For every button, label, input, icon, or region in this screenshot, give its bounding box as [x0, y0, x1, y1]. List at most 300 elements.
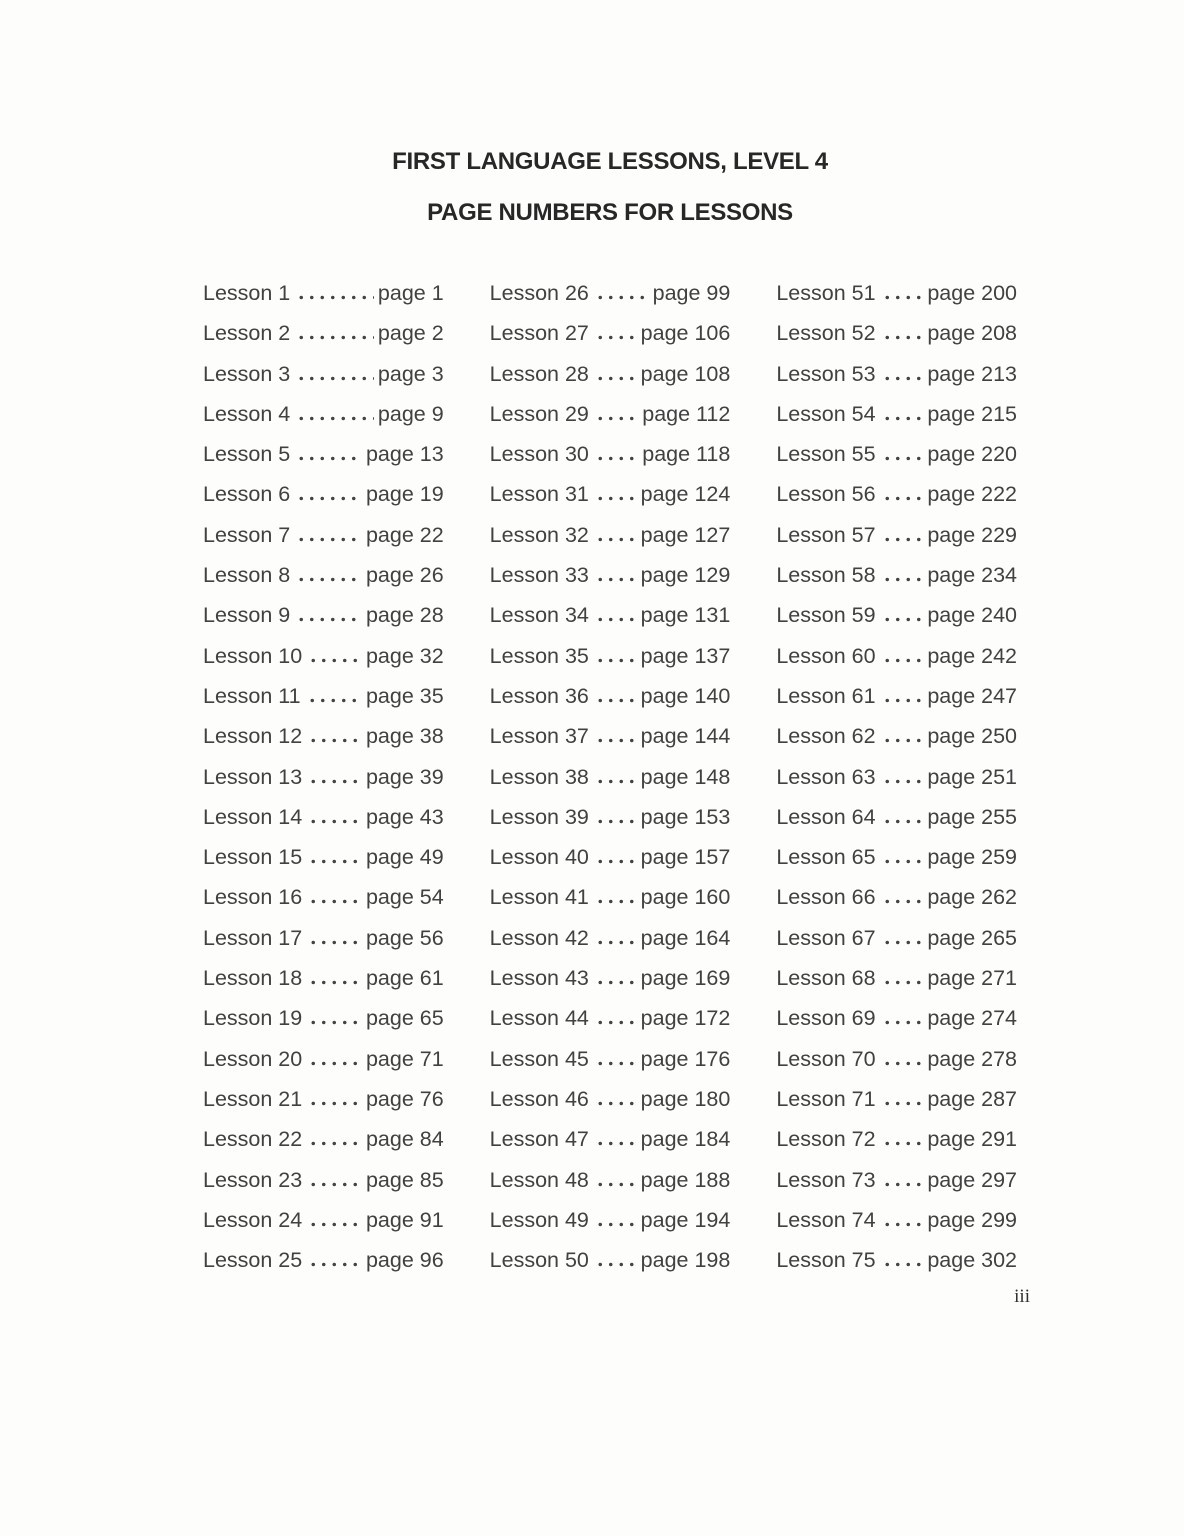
lesson-label: Lesson 8 — [203, 563, 291, 588]
page-label: page 184 — [640, 1127, 731, 1152]
page-label: page 28 — [365, 603, 444, 628]
dot-leader — [595, 940, 637, 945]
page-label: page 140 — [640, 683, 731, 708]
lesson-label: Lesson 4 — [203, 401, 291, 426]
page-label: page 180 — [640, 1086, 731, 1111]
toc-entry — [490, 563, 731, 603]
toc-entry — [203, 765, 444, 805]
lesson-label: Lesson 44 — [489, 1006, 589, 1031]
page-label: page 91 — [365, 1207, 444, 1232]
lesson-label: Lesson 38 — [489, 764, 589, 789]
toc-entry — [203, 362, 444, 402]
page-label: page 278 — [927, 1046, 1018, 1071]
toc-entry — [203, 724, 444, 764]
dot-leader — [882, 1061, 924, 1066]
page-label: page 250 — [927, 724, 1018, 749]
lesson-label: Lesson 70 — [776, 1046, 876, 1071]
toc-entry — [776, 523, 1017, 563]
toc-entry — [490, 442, 731, 482]
page-label: page 131 — [640, 603, 731, 628]
toc-entry — [490, 684, 731, 724]
page-label: page 61 — [365, 966, 444, 991]
page-label: page 22 — [365, 522, 444, 547]
toc-entry — [776, 442, 1017, 482]
dot-leader — [882, 779, 924, 784]
lesson-label: Lesson 67 — [776, 925, 876, 950]
lesson-label: Lesson 63 — [776, 764, 876, 789]
toc-entry — [490, 1168, 731, 1208]
dot-leader — [308, 899, 362, 904]
dot-leader — [595, 537, 637, 542]
toc-entry — [203, 321, 444, 361]
page-label: page 259 — [927, 845, 1018, 870]
dot-leader — [882, 1182, 924, 1187]
toc-entry — [776, 845, 1017, 885]
page-label: page 220 — [927, 442, 1018, 467]
dot-leader — [882, 335, 924, 340]
dot-leader — [595, 416, 638, 421]
lesson-label: Lesson 74 — [776, 1207, 876, 1232]
toc-entry — [490, 321, 731, 361]
page-label: page 127 — [640, 522, 731, 547]
lesson-label: Lesson 42 — [489, 925, 589, 950]
toc-entry — [776, 644, 1017, 684]
dot-leader — [307, 698, 362, 703]
dot-leader — [882, 376, 924, 381]
toc-entry — [203, 1248, 444, 1288]
toc-entry — [203, 1047, 444, 1087]
page-label: page 54 — [365, 885, 444, 910]
page-label: page 200 — [927, 281, 1018, 305]
toc-entry — [203, 563, 444, 603]
lesson-label: Lesson 61 — [776, 683, 876, 708]
lesson-label: Lesson 66 — [776, 885, 876, 910]
dot-leader — [595, 1101, 637, 1106]
toc-entry — [776, 765, 1017, 805]
dot-leader — [595, 779, 637, 784]
toc-entry — [490, 966, 731, 1006]
toc-entry — [776, 563, 1017, 603]
page-label: page 96 — [365, 1248, 444, 1273]
page-label: page 35 — [365, 683, 444, 708]
toc-entry — [776, 482, 1017, 522]
dot-leader — [595, 859, 637, 864]
lesson-label: Lesson 45 — [489, 1046, 589, 1071]
lesson-label: Lesson 5 — [203, 442, 291, 467]
lesson-label: Lesson 47 — [489, 1127, 589, 1152]
dot-leader — [308, 1141, 362, 1146]
lesson-label: Lesson 12 — [203, 724, 303, 749]
dot-leader — [595, 456, 638, 461]
dot-leader — [595, 819, 637, 824]
lesson-label: Lesson 59 — [776, 603, 876, 628]
lesson-label: Lesson 36 — [489, 683, 589, 708]
page-label: page 1 — [377, 281, 444, 305]
dot-leader — [308, 1101, 362, 1106]
page-label: page 9 — [377, 401, 444, 426]
dot-leader — [882, 496, 924, 501]
toc-entry — [490, 523, 731, 563]
lesson-label: Lesson 28 — [489, 361, 589, 386]
lesson-label: Lesson 3 — [203, 361, 291, 386]
lesson-label: Lesson 49 — [489, 1207, 589, 1232]
toc-entry — [203, 281, 444, 321]
lesson-label: Lesson 21 — [203, 1086, 303, 1111]
lesson-label: Lesson 23 — [203, 1167, 303, 1192]
dot-leader — [296, 335, 374, 340]
toc-entry — [203, 845, 444, 885]
lesson-label: Lesson 19 — [203, 1006, 303, 1031]
toc-entry — [490, 765, 731, 805]
page-label: page 194 — [640, 1207, 731, 1232]
toc-entry — [203, 1006, 444, 1046]
dot-leader — [595, 617, 637, 622]
page-label: page 3 — [377, 361, 444, 386]
dot-leader — [595, 658, 637, 663]
page-label: page 71 — [365, 1046, 444, 1071]
page-label: page 32 — [365, 643, 444, 668]
lesson-label: Lesson 58 — [776, 563, 876, 588]
lesson-label: Lesson 69 — [776, 1006, 876, 1031]
page-label: page 26 — [365, 563, 444, 588]
dot-leader — [308, 1222, 362, 1227]
toc-entry — [203, 885, 444, 925]
toc-entry — [490, 926, 731, 966]
dot-leader — [595, 1182, 637, 1187]
lesson-label: Lesson 40 — [489, 845, 589, 870]
lesson-label: Lesson 16 — [203, 885, 303, 910]
toc-entry — [776, 684, 1017, 724]
page-label: page 13 — [365, 442, 444, 467]
dot-leader — [882, 658, 924, 663]
toc-entry — [776, 281, 1017, 321]
lesson-label: Lesson 25 — [203, 1248, 303, 1273]
page-label: page 137 — [640, 643, 731, 668]
toc-entry — [776, 1248, 1017, 1288]
page-label: page 234 — [927, 563, 1018, 588]
toc-entry — [203, 644, 444, 684]
page-label: page 262 — [927, 885, 1018, 910]
toc-entry — [203, 966, 444, 1006]
dot-leader — [882, 1020, 924, 1025]
toc-column — [776, 281, 1017, 1288]
dot-leader — [882, 1141, 924, 1146]
toc-entry — [776, 362, 1017, 402]
page-label: page 229 — [927, 522, 1018, 547]
toc-column — [203, 281, 444, 1288]
toc-entry — [776, 926, 1017, 966]
toc-entry — [203, 402, 444, 442]
page-label: page 291 — [927, 1127, 1018, 1152]
dot-leader — [595, 295, 649, 300]
dot-leader — [882, 537, 924, 542]
page-label: page 247 — [927, 683, 1018, 708]
toc-column — [490, 281, 731, 1288]
dot-leader — [882, 1101, 924, 1106]
page-label: page 240 — [927, 603, 1018, 628]
dot-leader — [882, 738, 924, 743]
page-label: page 38 — [365, 724, 444, 749]
lesson-label: Lesson 7 — [203, 522, 291, 547]
dot-leader — [296, 496, 362, 501]
dot-leader — [595, 980, 637, 985]
dot-leader — [296, 456, 362, 461]
dot-leader — [595, 1141, 637, 1146]
dot-leader — [308, 940, 362, 945]
dot-leader — [595, 1020, 637, 1025]
toc-entry — [776, 321, 1017, 361]
folio-page-number: iii — [1014, 1286, 1030, 1307]
page-label: page 299 — [927, 1207, 1018, 1232]
page-title: FIRST LANGUAGE LESSONS, LEVEL 4 — [392, 148, 828, 175]
lesson-label: Lesson 18 — [203, 966, 303, 991]
toc-entry — [203, 1127, 444, 1167]
toc-entry — [776, 885, 1017, 925]
page-label: page 176 — [640, 1046, 731, 1071]
dot-leader — [882, 617, 924, 622]
toc-entry — [490, 362, 731, 402]
dot-leader — [296, 617, 362, 622]
page-label: page 39 — [365, 764, 444, 789]
dot-leader — [308, 1020, 362, 1025]
dot-leader — [308, 859, 362, 864]
page-label: page 297 — [927, 1167, 1018, 1192]
lesson-label: Lesson 17 — [203, 925, 303, 950]
lesson-label: Lesson 53 — [776, 361, 876, 386]
lesson-label: Lesson 9 — [203, 603, 291, 628]
lesson-label: Lesson 2 — [203, 321, 291, 346]
dot-leader — [595, 376, 637, 381]
dot-leader — [882, 1222, 924, 1227]
toc-entry — [776, 1208, 1017, 1248]
lesson-label: Lesson 11 — [203, 683, 301, 708]
toc-entry — [776, 805, 1017, 845]
lesson-label: Lesson 32 — [489, 522, 589, 547]
lesson-label: Lesson 6 — [203, 482, 291, 507]
lesson-label: Lesson 15 — [203, 845, 303, 870]
page-label: page 43 — [365, 804, 444, 829]
page-label: page 118 — [642, 442, 731, 467]
toc-entry — [203, 442, 444, 482]
page-label: page 215 — [927, 401, 1018, 426]
toc-entry — [490, 603, 731, 643]
page-subtitle: PAGE NUMBERS FOR LESSONS — [427, 199, 793, 226]
page-label: page 302 — [927, 1248, 1018, 1273]
lesson-label: Lesson 10 — [203, 643, 303, 668]
page-label: page 49 — [365, 845, 444, 870]
page-label: page 242 — [927, 643, 1018, 668]
lesson-label: Lesson 64 — [776, 804, 876, 829]
toc-entry — [490, 845, 731, 885]
toc-entry — [490, 482, 731, 522]
dot-leader — [882, 859, 924, 864]
dot-leader — [296, 577, 362, 582]
toc-entry — [776, 1087, 1017, 1127]
lesson-label: Lesson 68 — [776, 966, 876, 991]
dot-leader — [595, 899, 637, 904]
toc-entry — [490, 724, 731, 764]
page-label: page 108 — [640, 361, 731, 386]
page-label: page 65 — [365, 1006, 444, 1031]
toc-entry — [776, 402, 1017, 442]
lesson-label: Lesson 39 — [489, 804, 589, 829]
page-label: page 99 — [652, 281, 731, 305]
dot-leader — [308, 1182, 362, 1187]
toc-entry — [490, 1248, 731, 1288]
dot-leader — [308, 1262, 362, 1267]
page-label: page 2 — [377, 321, 444, 346]
lesson-label: Lesson 41 — [489, 885, 589, 910]
lesson-label: Lesson 26 — [489, 281, 589, 305]
page-label: page 222 — [927, 482, 1018, 507]
dot-leader — [595, 496, 637, 501]
lesson-label: Lesson 46 — [489, 1086, 589, 1111]
page-label: page 153 — [640, 804, 731, 829]
lesson-label: Lesson 1 — [203, 281, 291, 305]
dot-leader — [882, 416, 924, 421]
lesson-label: Lesson 43 — [489, 966, 589, 991]
lesson-label: Lesson 24 — [203, 1207, 303, 1232]
toc-entry — [490, 402, 731, 442]
lesson-label: Lesson 55 — [776, 442, 876, 467]
page-label: page 76 — [365, 1086, 444, 1111]
dot-leader — [296, 376, 374, 381]
page-label: page 160 — [640, 885, 731, 910]
dot-leader — [882, 819, 924, 824]
lesson-label: Lesson 48 — [489, 1167, 589, 1192]
page-label: page 188 — [640, 1167, 731, 1192]
page-label: page 265 — [927, 925, 1018, 950]
dot-leader — [296, 416, 374, 421]
page-label: page 148 — [640, 764, 731, 789]
lesson-label: Lesson 20 — [203, 1046, 303, 1071]
page-label: page 208 — [927, 321, 1018, 346]
page-label: page 19 — [365, 482, 444, 507]
toc-entry — [776, 724, 1017, 764]
toc-entry — [203, 805, 444, 845]
lesson-label: Lesson 35 — [489, 643, 589, 668]
toc-entry — [776, 1006, 1017, 1046]
lesson-label: Lesson 13 — [203, 764, 303, 789]
toc-entry — [490, 1208, 731, 1248]
toc-entry — [776, 1127, 1017, 1167]
toc-entry — [203, 1208, 444, 1248]
lesson-label: Lesson 62 — [776, 724, 876, 749]
dot-leader — [308, 819, 362, 824]
dot-leader — [882, 940, 924, 945]
dot-leader — [882, 456, 924, 461]
dot-leader — [308, 980, 362, 985]
page-label: page 157 — [640, 845, 731, 870]
toc-entry — [203, 926, 444, 966]
page-label: page 106 — [640, 321, 731, 346]
dot-leader — [308, 1061, 362, 1066]
page-label: page 124 — [640, 482, 731, 507]
toc-entry — [203, 684, 444, 724]
toc-entry — [490, 805, 731, 845]
lesson-label: Lesson 22 — [203, 1127, 303, 1152]
lesson-label: Lesson 27 — [489, 321, 589, 346]
toc-entry — [490, 1127, 731, 1167]
dot-leader — [882, 577, 924, 582]
toc-entry — [776, 603, 1017, 643]
page-label: page 56 — [365, 925, 444, 950]
lesson-label: Lesson 60 — [776, 643, 876, 668]
toc-entry — [203, 523, 444, 563]
page-label: page 164 — [640, 925, 731, 950]
lesson-label: Lesson 50 — [489, 1248, 589, 1273]
dot-leader — [296, 537, 362, 542]
lessons-toc — [203, 281, 1017, 1288]
page-label: page 274 — [927, 1006, 1018, 1031]
toc-entry — [776, 1047, 1017, 1087]
page-label: page 213 — [927, 361, 1018, 386]
lesson-label: Lesson 33 — [489, 563, 589, 588]
dot-leader — [595, 1222, 637, 1227]
dot-leader — [882, 980, 924, 985]
toc-entry — [490, 644, 731, 684]
lesson-label: Lesson 56 — [776, 482, 876, 507]
lesson-label: Lesson 52 — [776, 321, 876, 346]
page-label: page 287 — [927, 1086, 1018, 1111]
dot-leader — [882, 295, 924, 300]
dot-leader — [595, 577, 637, 582]
page-label: page 271 — [927, 966, 1018, 991]
toc-entry — [490, 1047, 731, 1087]
page-label: page 251 — [927, 764, 1018, 789]
page-label: page 144 — [640, 724, 731, 749]
lesson-label: Lesson 37 — [489, 724, 589, 749]
toc-entry — [490, 1006, 731, 1046]
lesson-label: Lesson 65 — [776, 845, 876, 870]
toc-entry — [203, 482, 444, 522]
lesson-label: Lesson 29 — [489, 401, 589, 426]
page-label: page 198 — [640, 1248, 731, 1273]
page-label: page 85 — [365, 1167, 444, 1192]
lesson-label: Lesson 71 — [776, 1086, 876, 1111]
lesson-label: Lesson 51 — [776, 281, 876, 305]
lesson-label: Lesson 75 — [776, 1248, 876, 1273]
lesson-label: Lesson 57 — [776, 522, 876, 547]
toc-entry — [776, 1168, 1017, 1208]
page-label: page 84 — [365, 1127, 444, 1152]
toc-entry — [203, 603, 444, 643]
lesson-label: Lesson 30 — [489, 442, 589, 467]
dot-leader — [308, 738, 362, 743]
dot-leader — [296, 295, 374, 300]
dot-leader — [595, 1061, 637, 1066]
dot-leader — [595, 1262, 637, 1267]
toc-entry — [490, 1087, 731, 1127]
lesson-label: Lesson 73 — [776, 1167, 876, 1192]
toc-entry — [490, 885, 731, 925]
lesson-label: Lesson 72 — [776, 1127, 876, 1152]
dot-leader — [595, 698, 637, 703]
page-label: page 169 — [640, 966, 731, 991]
dot-leader — [595, 335, 637, 340]
dot-leader — [882, 899, 924, 904]
lesson-label: Lesson 14 — [203, 804, 303, 829]
toc-entry — [776, 966, 1017, 1006]
page-label: page 255 — [927, 804, 1018, 829]
page-label: page 172 — [640, 1006, 731, 1031]
dot-leader — [882, 698, 924, 703]
toc-entry — [203, 1087, 444, 1127]
page-label: page 112 — [642, 401, 731, 426]
dot-leader — [882, 1262, 924, 1267]
toc-entry — [490, 281, 731, 321]
lesson-label: Lesson 34 — [489, 603, 589, 628]
